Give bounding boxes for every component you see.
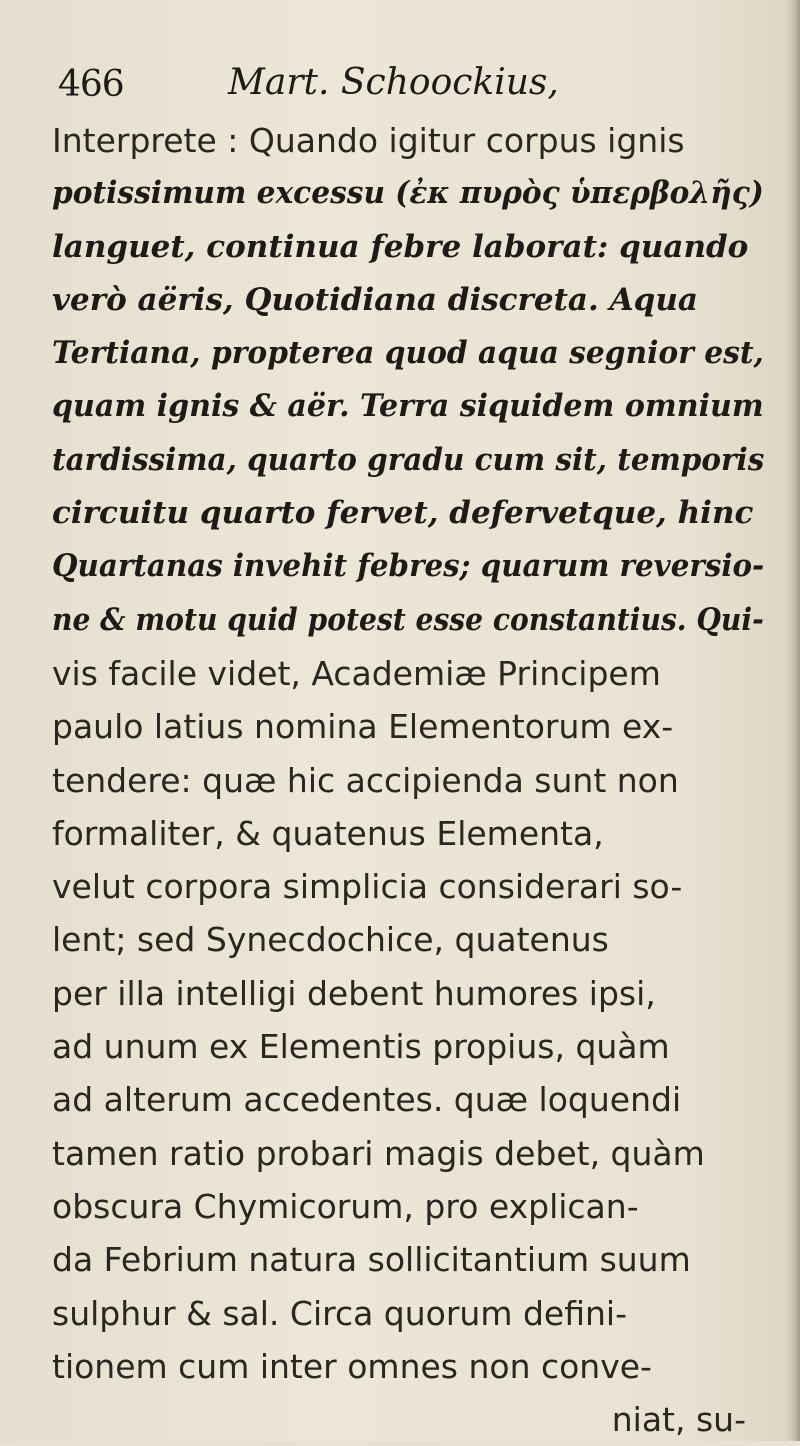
- text-line: formaliter, & quatenus Elementa,: [52, 813, 604, 853]
- text-line: ne & motu quid potest esse constantius. Qui-: [52, 601, 764, 638]
- text-line: Tertiana, propterea quod aqua segnior est,: [52, 335, 764, 372]
- text-line: ad unum ex Elementis propius, quàm: [52, 1027, 670, 1067]
- text-line: tamen ratio probari magis debet, quàm: [52, 1133, 705, 1173]
- text-line: sulphur & sal. Circa quorum defini-: [52, 1293, 628, 1333]
- text-line: per illa intelligi debent humores ipsi,: [52, 973, 656, 1013]
- text-line: verò aëris, Quotidiana discreta. Aqua: [52, 281, 698, 318]
- text-line: paulo latius nomina Elementorum ex-: [52, 707, 674, 747]
- page-gutter-shadow: [786, 0, 800, 1441]
- text-line: circuitu quarto fervet, defervetque, hinc: [52, 495, 754, 532]
- text-line: Interprete : Quando igitur corpus ignis: [52, 121, 685, 160]
- text-line: quam ignis & aër. Terra siquidem omnium: [52, 388, 764, 425]
- text-line: da Febrium natura sollicitantium suum: [52, 1240, 691, 1280]
- running-head: Mart. Schoockius,: [228, 62, 559, 103]
- text-line: tendere: quæ hic accipienda sunt non: [52, 760, 679, 800]
- page-header: [58, 58, 758, 118]
- text-line: Quartanas invehit febres; quarum reversio-: [52, 548, 765, 585]
- text-line: ad alterum accedentes. quæ loquendi: [52, 1080, 682, 1120]
- text-block: [52, 114, 782, 1446]
- text-line: obscura Chymicorum, pro explican-: [52, 1186, 639, 1226]
- catchword-line: niat, su-: [611, 1400, 746, 1440]
- page-number: 466: [58, 64, 124, 105]
- text-line: tionem cum inter omnes non conve-: [52, 1346, 652, 1386]
- text-line: vis facile videt, Academiæ Principem: [52, 653, 661, 693]
- text-line: tardissima, quarto gradu cum sit, temporis: [52, 441, 765, 478]
- text-line: velut corpora simplicia considerari so-: [52, 867, 683, 907]
- text-line: potissimum excessu (ἐκ πυρὸς ὑπερβολῆς): [52, 175, 764, 212]
- text-line: lent; sed Synecdochice, quatenus: [52, 920, 609, 960]
- text-line: languet, continua febre laborat: quando: [52, 228, 749, 265]
